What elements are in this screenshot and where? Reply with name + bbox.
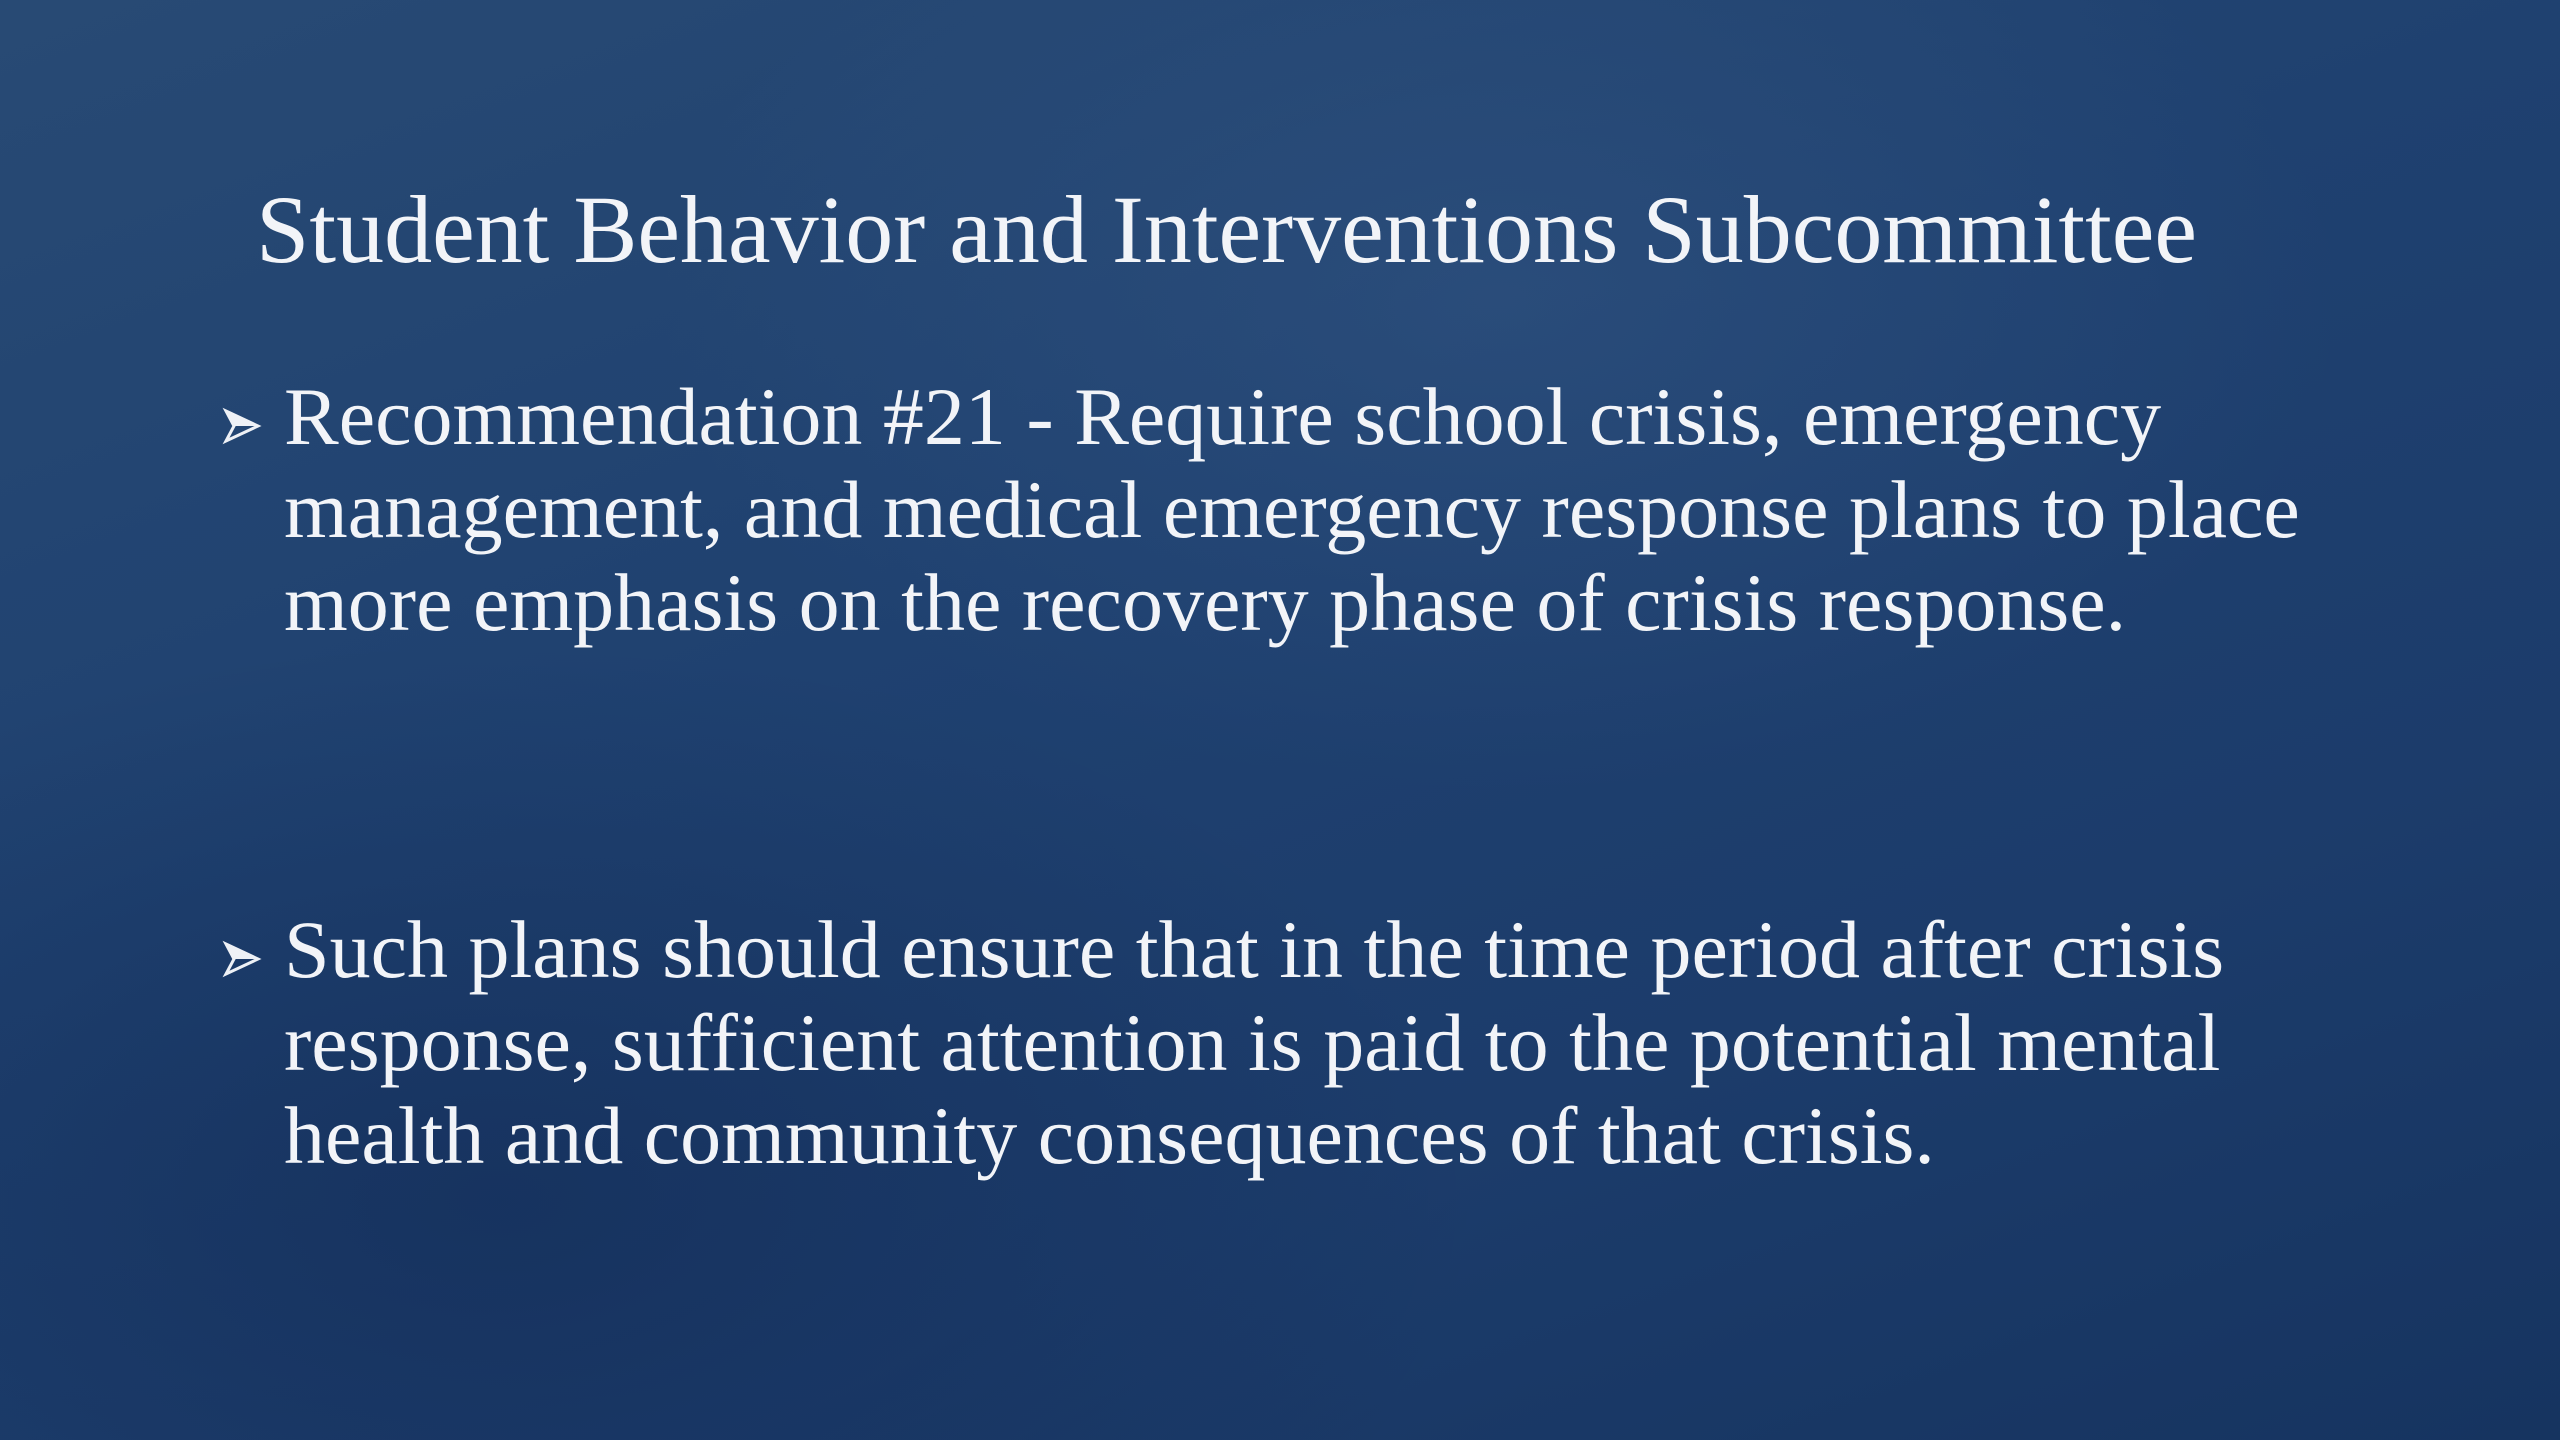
bullet-text: Such plans should ensure that in the time period after crisis response, sufficient attention is paid to the potential mental health and community consequences of that crisis. bbox=[284, 904, 2225, 1181]
arrowhead-bullet-icon bbox=[222, 939, 262, 979]
arrowhead-bullet-icon bbox=[222, 406, 262, 446]
slide-title: Student Behavior and Interventions Subcommittee bbox=[256, 176, 2197, 283]
bullet-text: Recommendation #21 - Require school crisis, emergency management, and medical emergency response plans to place more emphasis on the recovery phase of crisis response. bbox=[284, 371, 2300, 648]
